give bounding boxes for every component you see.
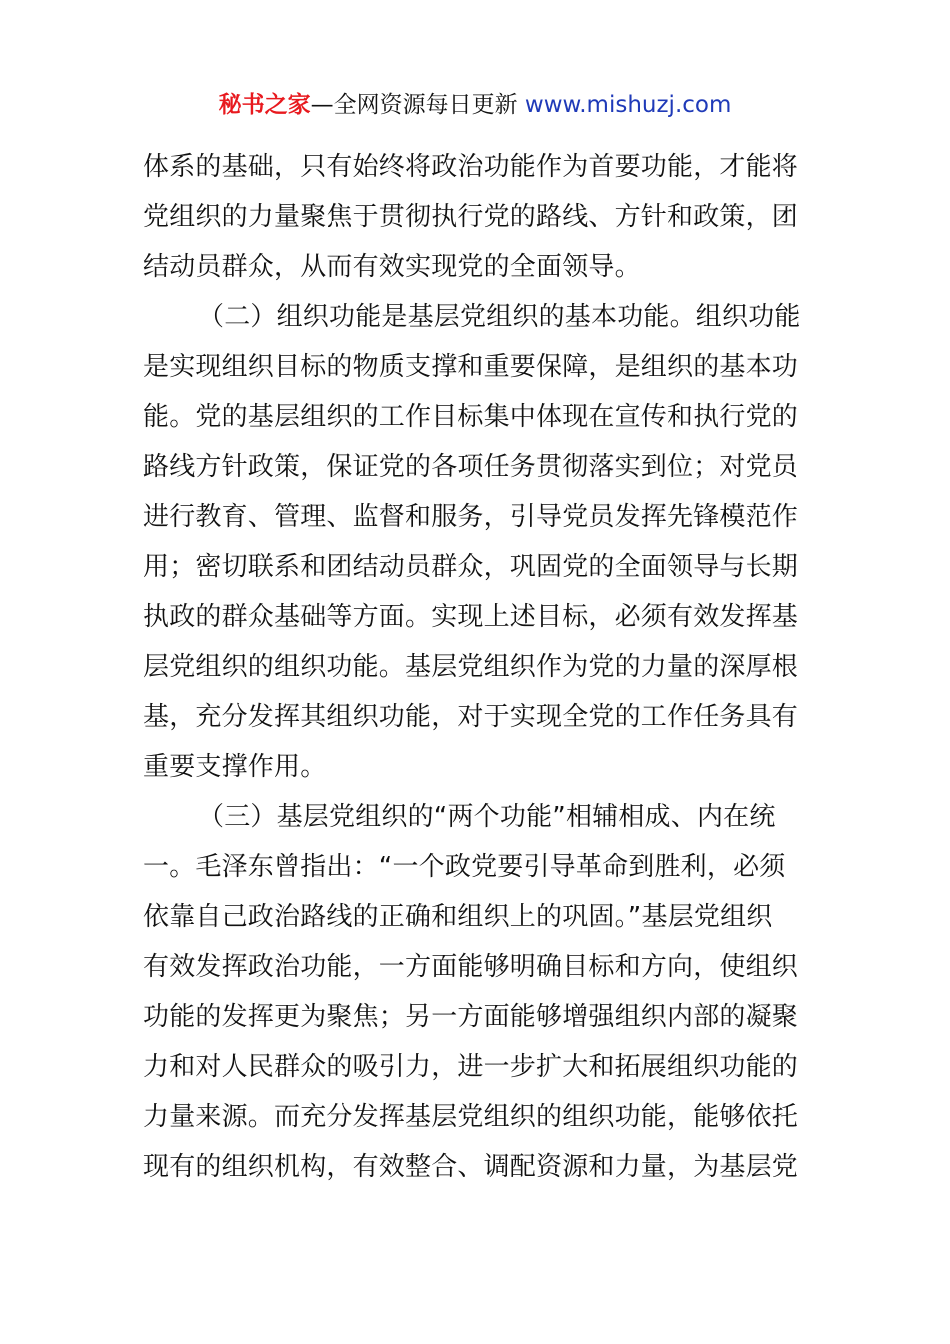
text-line: 能。党的基层组织的工作目标集中体现在宣传和执行党的 xyxy=(143,402,799,432)
text-line: 一。毛泽东曾指出：“一个政党要引导革命到胜利，必须 xyxy=(143,852,786,882)
text-line: 有效发挥政治功能，一方面能够明确目标和方向，使组织 xyxy=(143,952,799,982)
header-slogan: —全网资源每日更新 xyxy=(310,92,525,118)
paragraph-start-line: （三）基层党组织的“两个功能”相辅相成、内在统 xyxy=(198,802,776,832)
text-line: 层党组织的组织功能。基层党组织作为党的力量的深厚根 xyxy=(143,652,799,682)
site-url-link[interactable]: www.mishuzj.com xyxy=(524,92,732,118)
text-line: 路线方针政策，保证党的各项任务贯彻落实到位；对党员 xyxy=(143,452,799,482)
document-body xyxy=(143,142,811,1192)
text-line: 用；密切联系和团结动员群众，巩固党的全面领导与长期 xyxy=(143,552,799,582)
site-header xyxy=(0,88,950,122)
text-line: 执政的群众基础等方面。实现上述目标，必须有效发挥基 xyxy=(143,602,799,632)
text-line: 是实现组织目标的物质支撑和重要保障，是组织的基本功 xyxy=(143,352,799,382)
text-line: 基，充分发挥其组织功能，对于实现全党的工作任务具有 xyxy=(143,702,799,732)
text-line: 重要支撑作用。 xyxy=(143,752,327,782)
text-line: 依靠自己政治路线的正确和组织上的巩固。”基层党组织 xyxy=(143,902,773,932)
text-line: 功能的发挥更为聚焦；另一方面能够增强组织内部的凝聚 xyxy=(143,1002,799,1032)
text-line: 现有的组织机构，有效整合、调配资源和力量，为基层党 xyxy=(143,1152,799,1182)
text-line: 结动员群众，从而有效实现党的全面领导。 xyxy=(143,252,641,282)
text-line: 党组织的力量聚焦于贯彻执行党的路线、方针和政策，团 xyxy=(143,202,799,232)
paragraph-start-line: （二）组织功能是基层党组织的基本功能。组织功能 xyxy=(198,302,801,332)
text-line: 力和对人民群众的吸引力，进一步扩大和拓展组织功能的 xyxy=(143,1052,799,1082)
text-line: 进行教育、管理、监督和服务，引导党员发挥先锋模范作 xyxy=(143,502,799,532)
text-line: 体系的基础，只有始终将政治功能作为首要功能，才能将 xyxy=(143,152,799,182)
text-line: 力量来源。而充分发挥基层党组织的组织功能，能够依托 xyxy=(143,1102,799,1132)
brand-name: 秘书之家 xyxy=(218,92,311,118)
